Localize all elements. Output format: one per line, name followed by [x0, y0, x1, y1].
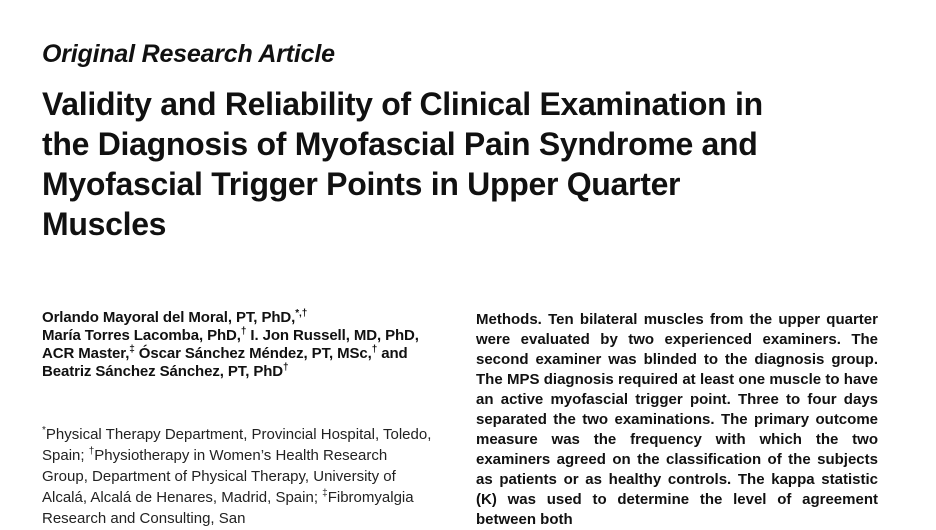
affil-text-1: Physical Therapy Department, Provincial Hospital, Toledo, Spain;: [42, 426, 432, 464]
affiliations: [42, 424, 437, 529]
author-2-mark: †: [240, 326, 247, 337]
abstract-methods: Methods. Ten bilateral muscles from the upper quarter were evaluated by two experienced examiners. The second examiner was blinded to the diagnosis group. The MPS diagnosis required at least one muscle to have an active myofascial trigger point. Three to four days separated the two examinations. The primary outcome measure was the frequency with which the two examiners agreed on the classification of the subjects as patients or as healthy controls. The kappa statistic (K) was used to determine the level of agreement between both: [476, 311, 878, 528]
affil-text-3: Fibromyalgia Research and Consulting, San: [42, 489, 414, 527]
author-4-mark: †: [371, 344, 378, 355]
title-line-2: the Diagnosis of Myofascial Pain Syndrome and: [42, 126, 758, 162]
author-5: and Beatriz Sánchez Sánchez, PT, PhD: [42, 345, 408, 380]
article-title: [42, 84, 902, 244]
title-line-1: Validity and Reliability of Clinical Examination in: [42, 86, 763, 122]
title-line-4: Muscles: [42, 206, 167, 242]
author-1: Orlando Mayoral del Moral, PT, PhD,: [42, 309, 296, 326]
section-label: Original Research Article: [42, 40, 335, 68]
affil-text-2: Physiotherapy in Women’s Health Research Group, Department of Physical Therapy, University of Alcalá, Alcalá de Henares, Madrid, Spain;: [42, 447, 396, 506]
author-3-mark: ‡: [129, 344, 135, 355]
affil-mark-1: *: [42, 425, 46, 436]
author-list: [42, 309, 442, 381]
affil-mark-3: ‡: [322, 488, 328, 499]
author-4: Óscar Sánchez Méndez, PT, MSc,: [134, 345, 372, 362]
title-line-3: Myofascial Trigger Points in Upper Quarter: [42, 166, 681, 202]
author-5-mark: †: [283, 362, 289, 373]
author-3: I. Jon Russell, MD, PhD, ACR Master,: [42, 327, 419, 362]
author-1-marks: *,†: [295, 308, 308, 319]
affil-mark-2: †: [88, 446, 95, 457]
author-2: María Torres Lacomba, PhD,: [42, 327, 241, 344]
